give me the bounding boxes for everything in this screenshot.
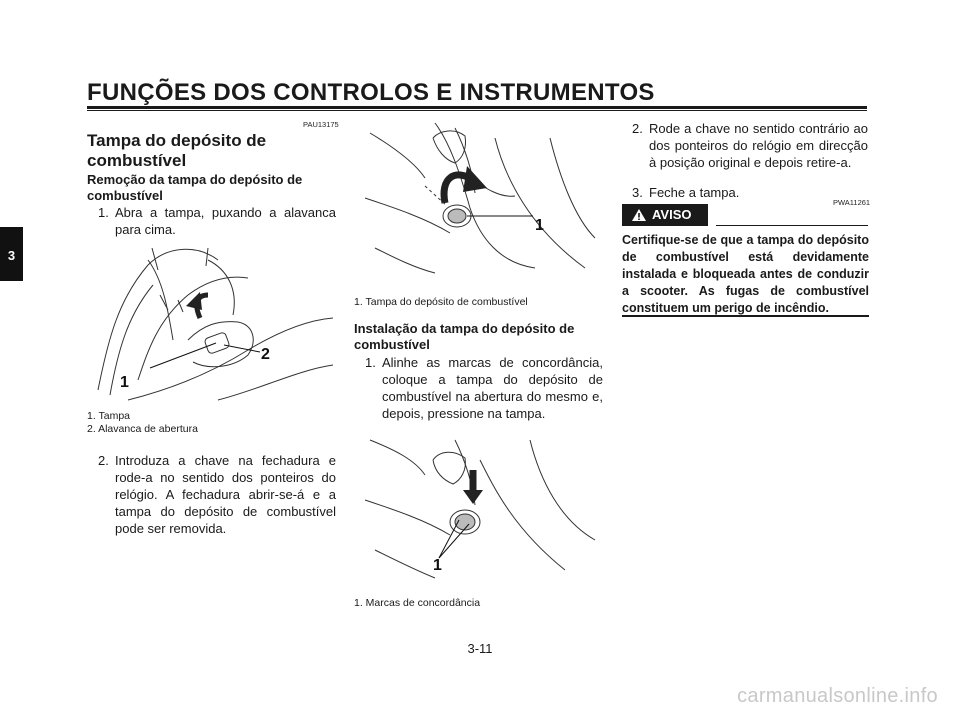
warning-code: PWA11261 — [833, 198, 871, 207]
caption-tampa: 1. Tampa — [87, 410, 130, 422]
figure-callout-1: 1 — [120, 374, 129, 391]
caption-alignment-marks: 1. Marcas de concordância — [354, 597, 481, 609]
step-number: 2. — [632, 121, 643, 136]
page-number: 3-11 — [467, 641, 493, 656]
step-text: Introduza a chave na fechadura e rode-a no sentido dos ponteiros do relógio. A fechadura abrir-se-á e a tampa do depósito de combustível pode ser removida. — [115, 453, 336, 536]
section-code: PAU13175 — [303, 120, 339, 129]
warning-rule — [716, 225, 868, 226]
installation-subtitle: Instalação da tampa do depósito de combustível — [354, 321, 575, 352]
section-title: Tampa do depósito de combustível — [87, 131, 267, 170]
step-number: 1. — [98, 205, 109, 220]
warning-bottom-rule — [622, 315, 869, 317]
header-rule-thin — [87, 110, 867, 111]
figure-alignment-marks — [355, 430, 605, 590]
removal-subtitle: Remoção da tampa do depósito de combustível — [87, 172, 303, 203]
step-text: Alinhe as marcas de concordância, coloque a tampa do depósito de combustível na abertura do mesmo e, depois, pressione na tampa. — [382, 355, 603, 421]
figure-callout-1: 1 — [535, 217, 544, 234]
figure-fuel-cap — [355, 118, 605, 278]
warning-triangle-icon — [631, 208, 647, 222]
figure-callout-2: 2 — [261, 346, 270, 363]
step-text: Abra a tampa, puxando a alavanca para cima. — [115, 205, 336, 237]
warning-text: Certifique-se de que a tampa do depósito de combustível está devidamente instalada e bloqueada antes de conduzir a scooter. As fugas de combustível constituem um perigo de incêndio. — [622, 233, 869, 315]
header-rule — [87, 106, 867, 109]
warning-label: AVISO — [652, 207, 692, 222]
step-number: 3. — [632, 185, 643, 200]
removal-step-2 — [98, 452, 336, 537]
chapter-tab-number: 3 — [7, 248, 16, 263]
warning-badge — [622, 204, 708, 226]
watermark: carmanualsonline.info — [737, 685, 938, 707]
installation-step-1 — [365, 354, 603, 422]
page-header-title: FUNÇÕES DOS CONTROLOS E INSTRUMENTOS — [87, 79, 655, 106]
caption-fuel-cap: 1. Tampa do depósito de combustível — [354, 296, 528, 308]
figure-callout-1: 1 — [433, 557, 442, 574]
caption-alavanca: 2. Alavanca de abertura — [87, 423, 198, 435]
step-text: Rode a chave no sentido contrário ao dos ponteiros do relógio em direcção à posição original e depois retire-a. — [649, 121, 868, 170]
figure-fuel-cap-lever — [88, 240, 338, 405]
removal-step-1 — [98, 204, 336, 238]
step-text: Feche a tampa. — [649, 185, 740, 200]
installation-step-2 — [632, 120, 868, 171]
step-number: 2. — [98, 453, 109, 468]
step-number: 1. — [365, 355, 376, 370]
